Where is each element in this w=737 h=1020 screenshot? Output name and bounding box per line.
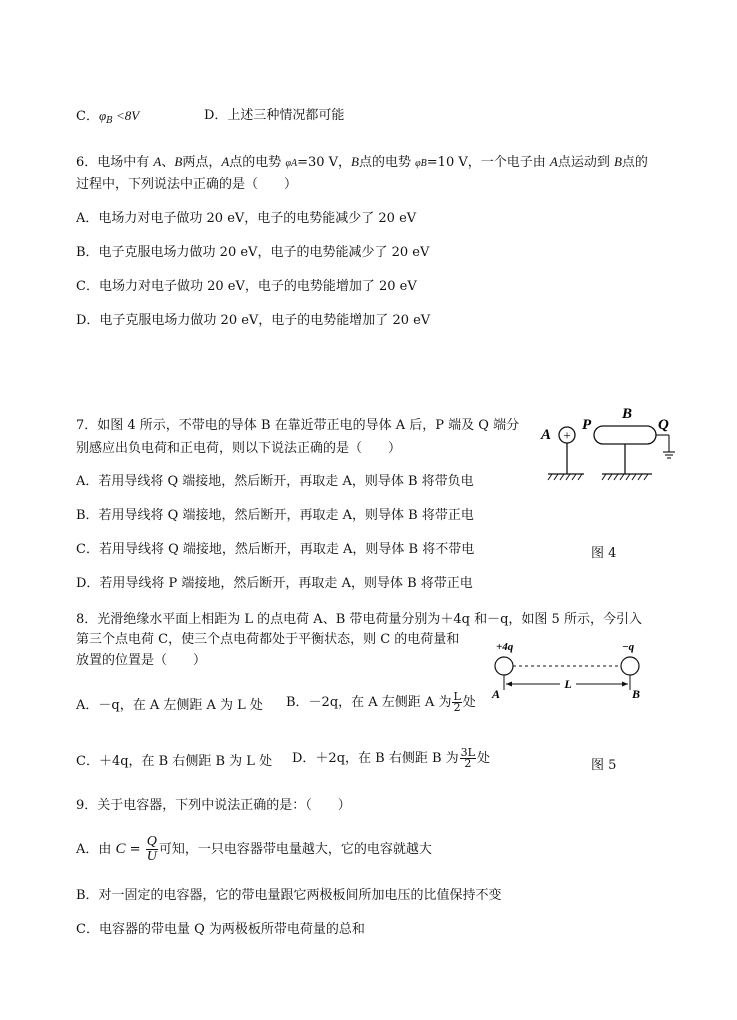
q8-option-b [286,691,476,715]
q6-t2: 两点， [182,155,222,170]
q6-stem-line2: 过程中，下列说法中正确的是（ ） [76,177,298,192]
figure-5-diagram [488,634,648,702]
q9-option-b: B．对一固定的电容器，它的带电量跟它两极板间所加电压的比值保持不变 [76,888,502,903]
fig5-label-minusq: −q [622,641,635,653]
q5-option-c-phi: φ [98,108,107,123]
q8-stem-line2: 第三个点电荷 C，使三个点电荷都处于平衡状态，则 C 的电荷量和 [76,632,460,647]
q8-option-d-text: D．＋2q，在 B 右侧距 B 为 [292,751,459,766]
q8-option-b-fraction [452,692,461,713]
fig4-ground-symbol [663,452,675,458]
q6-A2: A [221,154,230,169]
q6-phiB: φB [415,158,427,169]
q6-A3: A [549,154,558,169]
q6-phiA: φA [285,158,298,169]
fig4-hatch-a [548,474,582,480]
fig5-charge-b [621,657,639,675]
q8-option-b-text: B．－2q，在 A 左侧距 A 为 [286,695,452,710]
q8-option-b-tail: 处 [462,695,476,710]
q6-t4: =30 V， [297,155,352,170]
figure-4-caption: 图 4 [591,546,617,561]
q6-t8: 点的 [621,155,648,170]
figure-4-diagram [538,404,688,484]
q7-stem-line2: 别感应出负电荷和正电荷，则以下说法正确的是（ ） [76,441,402,456]
q8-d-den: 2 [464,757,472,770]
fig4-label-p: P [582,417,592,433]
fig4-plus-sign: + [563,427,571,443]
fig5-label-plus4q: +4q [496,641,514,653]
q8-option-d-fraction [460,748,476,769]
q9-formula-eq: = [125,842,145,857]
q7-option-d: D．若用导线将 P 端接地，然后断开，再取走 A，则导体 B 将带正电 [76,576,473,591]
q6-sep: 、 [161,155,175,170]
q5-option-c-sub: B [106,116,113,126]
q8-option-d-tail: 处 [476,751,490,766]
q6-t1: 6．电场中有 [76,155,154,170]
q9-option-a-label: A．由 [76,842,116,857]
q6-B2: B [351,154,359,169]
q5-option-d: D．上述三种情况都可能 [204,108,345,123]
q9-option-a [76,834,432,865]
q9-formula-den: U [146,849,157,864]
q7-option-c: C．若用导线将 Q 端接地，然后断开，再取走 A，则导体 B 将不带电 [76,542,475,557]
fig4-hatch-b [602,474,648,480]
q9-formula-fraction [146,835,158,864]
q6-option-d: D．电子克服电场力做功 20 eV，电子的电势能增加了 20 eV [76,313,431,328]
q9-formula-c: C [115,841,126,857]
fig4-label-q: Q [658,417,669,433]
fig5-charge-a [495,657,513,675]
fig5-label-b: B [632,687,641,701]
q7-stem-line1: 7．如图 4 所示，不带电的导体 B 在靠近带正电的导体 A 后，P 端及 Q 端分 [76,418,520,433]
q9-option-c: C．电容器的带电量 Q 为两极板所带电荷量的总和 [76,922,365,937]
q8-option-a: A．－q，在 A 左侧距 A 为 L 处 [76,698,263,713]
q5-option-c [76,108,139,129]
q6-t6: =10 V，一个电子由 [426,155,550,170]
q6-B1: B [174,154,183,169]
q8-b-den: 2 [453,701,461,714]
q9-formula-num: Q [146,834,157,849]
q6-t5: 点的电势 [359,155,416,170]
q5-option-c-value: <8V [112,108,140,123]
fig4-label-a: A [541,427,552,443]
q7-option-a: A．若用导线将 Q 端接地，然后断开，再取走 A，则导体 B 将带负电 [76,474,474,489]
q9-option-a-text: 可知，一只电容器带电量越大，它的电容就越大 [158,842,432,857]
q6-t3: 点的电势 [229,155,286,170]
q8-option-c: C．＋4q，在 B 右侧距 B 为 L 处 [76,754,273,769]
q8-d-num: 3L [460,746,475,759]
fig5-arrow-right [622,682,628,687]
q8-stem-line3: 放置的位置是（ ） [76,653,207,668]
fig5-label-l: L [564,677,572,691]
q8-b-num: L [453,690,461,703]
figure-5-caption: 图 5 [591,758,617,773]
q6-option-a: A．电场力对电子做功 20 eV，电子的电势能减少了 20 eV [76,211,417,226]
q5-option-c-label: C． [76,109,99,124]
fig4-conductor-b [594,426,656,444]
fig5-label-a: A [492,687,501,701]
q7-option-b: B．若用导线将 Q 端接地，然后断开，再取走 A，则导体 B 将带正电 [76,508,474,523]
fig4-label-b: B [622,406,633,422]
q6-option-b: B．电子克服电场力做功 20 eV，电子的电势能减少了 20 eV [76,245,430,260]
q6-t7: 点运动到 [557,155,614,170]
q8-stem-line1: 8．光滑绝缘水平面上相距为 L 的点电荷 A、B 带电荷量分别为＋4q 和－q，如图 5 所示，今引入 [76,612,642,627]
q6-A1: A [153,154,162,169]
q8-option-d [292,747,490,771]
q6-stem-line1 [76,154,648,172]
q6-B3: B [613,154,622,169]
fig5-arrow-left [506,682,512,687]
q9-stem: 9．关于电容器，下列中说法正确的是：（ ） [76,798,351,813]
q6-option-c: C．电场力对电子做功 20 eV，电子的电势能增加了 20 eV [76,279,417,294]
